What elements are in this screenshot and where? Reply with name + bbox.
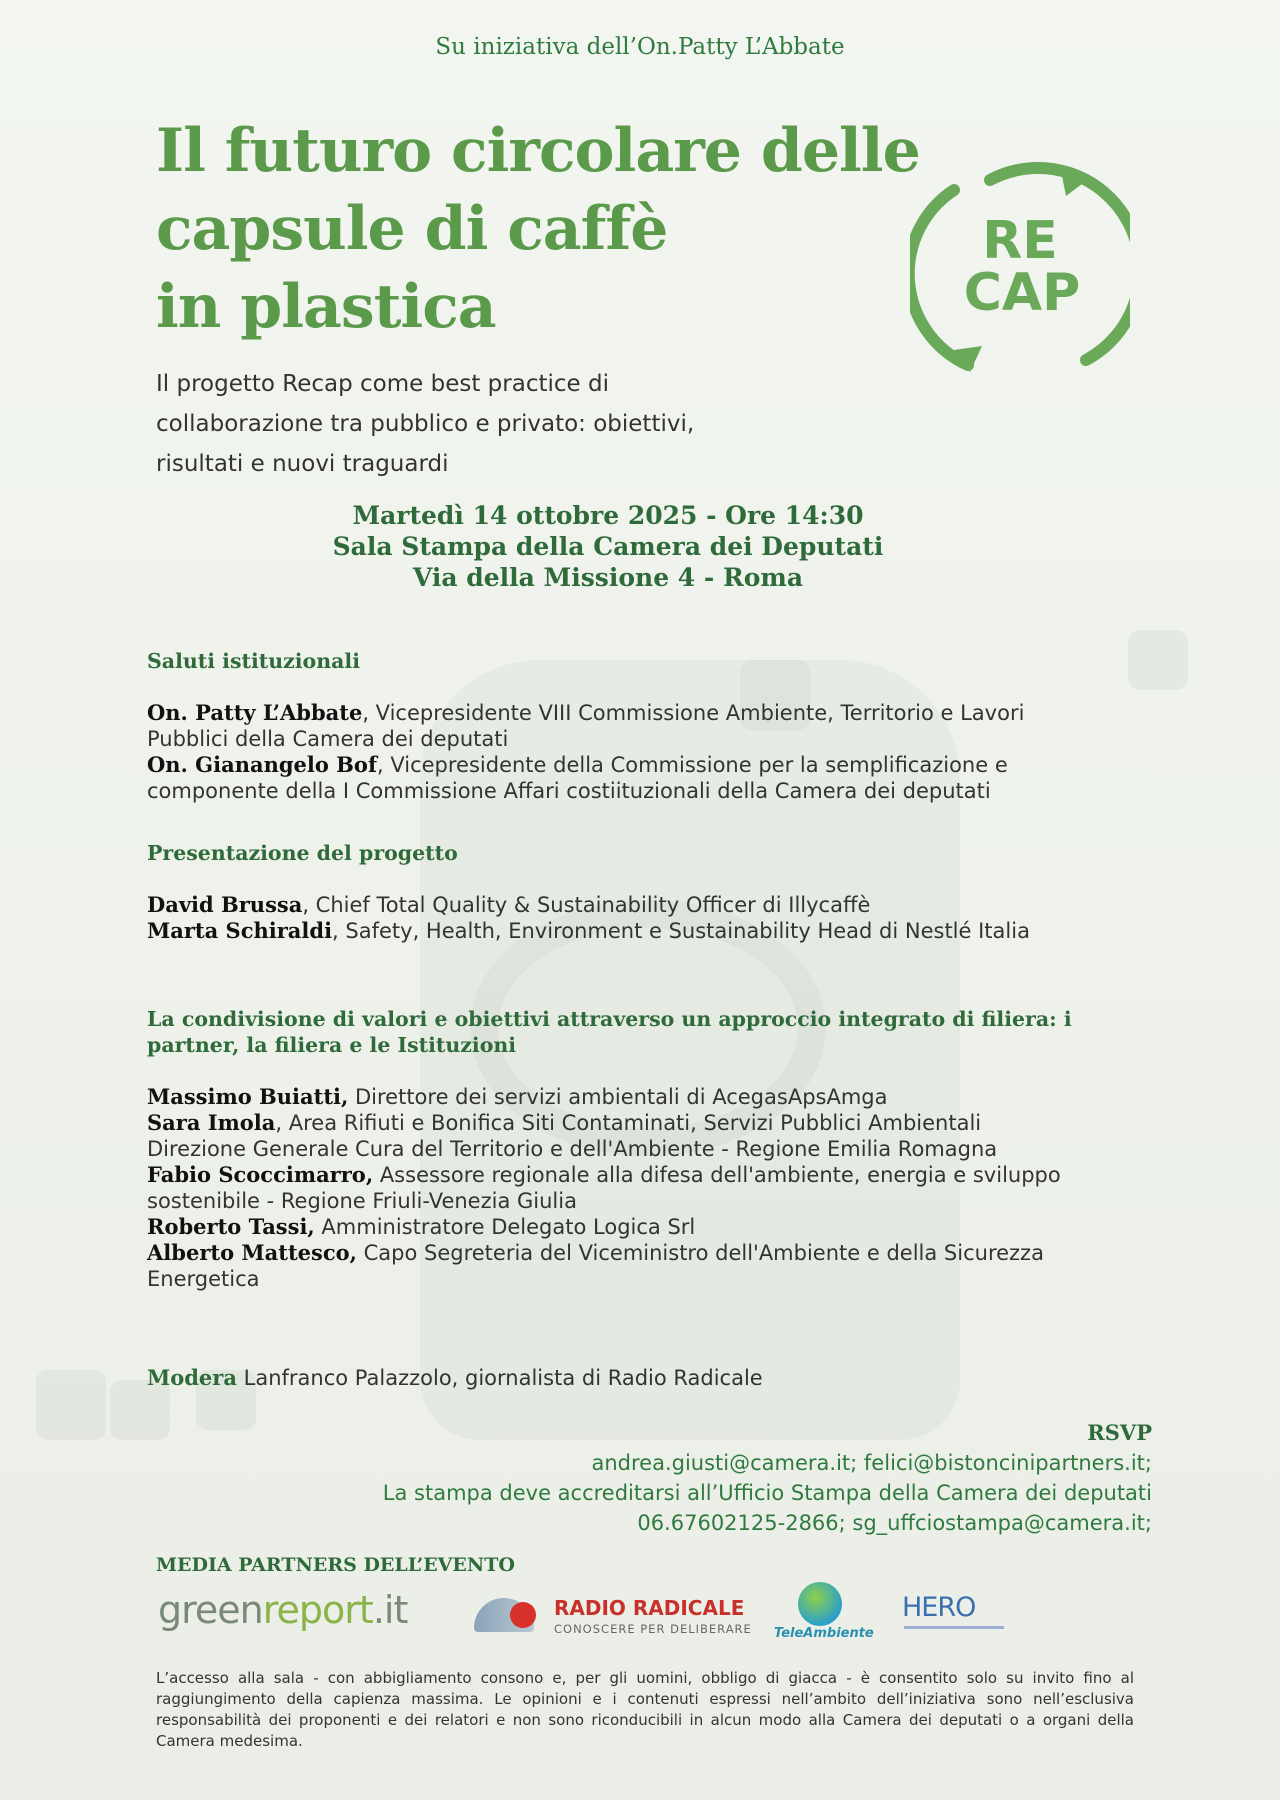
radio-radicale-logo <box>474 1592 752 1644</box>
greenreport-green: green <box>158 1588 263 1632</box>
speaker-entry <box>147 1162 1137 1188</box>
event-venue: Sala Stampa della Camera dei Deputati <box>332 532 884 561</box>
greenreport-tld: .it <box>372 1588 408 1632</box>
speaker-entry <box>147 892 1137 918</box>
speaker-entry <box>147 752 1137 778</box>
recycle-arrows-icon <box>910 150 1130 390</box>
background-capsule <box>1128 630 1188 690</box>
access-disclaimer: L’accesso alla sala - con abbigliamento consono e, per gli uomini, obbligo di giacca - è consentito solo su invito fino al raggiungimento della capienza massima. Le opinioni e i contenuti espressi nell’ambito dell’iniziativa sono nell’esclusiva responsabilità dei proponenti e dei relatori e non sono riconducibili in alcun modo alla Camera dei deputati o a organi della Camera medesima. <box>156 1669 1134 1750</box>
event-subtitle <box>156 364 776 484</box>
subtitle-line: collaborazione tra pubblico e privato: obiettivi, <box>156 411 695 437</box>
initiative-line: Su iniziativa dell’On.Patty L’Abbate <box>435 34 845 60</box>
hero-name: HERO <box>902 1592 976 1623</box>
rose-icon <box>510 1602 536 1628</box>
logo-text-cap: CAP <box>963 263 1081 323</box>
section-title-line: La condivisione di valori e obiettivi attraverso un approccio integrato di filiera: i <box>147 1007 1072 1031</box>
radio-radicale-tagline: CONOSCERE PER DELIBERARE <box>554 1622 752 1636</box>
section-title: Presentazione del progetto <box>147 841 458 865</box>
event-date-time: Martedì 14 ottobre 2025 - Ore 14:30 <box>352 501 864 530</box>
hero-logo <box>902 1592 1012 1636</box>
speaker-role: , Vicepresidente della Commissione per la semplificazione e <box>376 753 1008 777</box>
rsvp-press-note: La stampa deve accreditarsi all’Ufficio Stampa della Camera dei deputati <box>382 1481 1152 1505</box>
moderator-text: Lanfranco Palazzolo, giornalista di Radio Radicale <box>236 1366 763 1390</box>
title-line: capsule di caffè <box>156 194 668 264</box>
media-partners-title: MEDIA PARTNERS DELL’EVENTO <box>156 1554 515 1576</box>
globe-icon <box>798 1582 842 1626</box>
speaker-role-cont: sostenibile - Regione Friuli-Venezia Giulia <box>147 1189 577 1213</box>
subtitle-line: risultati e nuovi traguardi <box>156 451 449 477</box>
media-partners-logos <box>156 1582 1056 1662</box>
event-address: Via della Missione 4 - Roma <box>412 563 804 592</box>
event-title <box>156 112 976 346</box>
section-saluti <box>147 648 1137 804</box>
moderator-entry <box>147 1365 1137 1391</box>
speaker-name: Massimo Buiatti, <box>147 1084 349 1109</box>
speaker-name: Fabio Scoccimarro, <box>147 1162 374 1187</box>
speaker-role: Direttore dei servizi ambientali di AcegasApsAmga <box>348 1085 888 1109</box>
section-title: Saluti istituzionali <box>147 649 360 673</box>
speaker-list <box>147 892 1137 944</box>
speaker-role-cont: Pubblici della Camera dei deputati <box>147 727 509 751</box>
hero-underline <box>904 1626 1004 1629</box>
rsvp-label: RSVP <box>1087 1420 1152 1445</box>
event-details <box>0 500 1216 593</box>
speaker-role: , Chief Total Quality & Sustainability Officer di Illycaffè <box>302 893 871 917</box>
speaker-role-cont: Direzione Generale Cura del Territorio e dell'Ambiente - Regione Emilia Romagna <box>147 1137 998 1161</box>
title-line: in plastica <box>156 272 496 342</box>
background-capsule <box>36 1370 106 1440</box>
speaker-name: On. Gianangelo Bof <box>147 752 377 777</box>
speaker-role-cont: Energetica <box>147 1267 260 1291</box>
section-condivisione <box>147 1006 1137 1292</box>
section-modera <box>147 1365 1137 1391</box>
speaker-entry <box>147 700 1137 726</box>
title-line: Il futuro circolare delle <box>156 116 920 186</box>
radio-radicale-name: RADIO RADICALE <box>554 1596 745 1620</box>
subtitle-line: Il progetto Recap come best practice di <box>156 371 609 397</box>
teleambiente-logo <box>774 1582 874 1652</box>
speaker-role: , Safety, Health, Environment e Sustainability Head di Nestlé Italia <box>332 919 1030 943</box>
speaker-name: On. Patty L’Abbate <box>147 700 363 725</box>
recap-logo <box>910 150 1130 390</box>
speaker-name: Alberto Mattesco, <box>147 1240 357 1265</box>
speaker-list <box>147 700 1137 804</box>
teleambiente-name: TeleAmbiente <box>774 1626 874 1641</box>
speaker-entry <box>147 918 1137 944</box>
speaker-name: Marta Schiraldi <box>147 918 333 943</box>
speaker-name: David Brussa <box>147 892 303 917</box>
speaker-entry <box>147 1214 1137 1240</box>
speaker-name: Roberto Tassi, <box>147 1214 315 1239</box>
speaker-entry <box>147 1110 1137 1136</box>
speaker-role: , Area Rifiuti e Bonifica Siti Contaminati, Servizi Pubblici Ambientali <box>275 1111 982 1135</box>
greenreport-report: report <box>262 1588 373 1632</box>
speaker-role: , Vicepresidente VIII Commissione Ambiente, Territorio e Lavori <box>362 701 1025 725</box>
rsvp-press-contacts[interactable]: 06.67602125-2866; sg_uffciostampa@camera.it; <box>637 1511 1152 1535</box>
section-title-line: partner, la filiera e le Istituzioni <box>147 1033 517 1057</box>
greenreport-logo <box>158 1588 407 1632</box>
section-presentazione <box>147 840 1137 944</box>
speaker-list <box>147 1084 1137 1292</box>
moderator-label: Modera <box>147 1365 237 1390</box>
speaker-role: Assessore regionale alla difesa dell'ambiente, energia e sviluppo <box>373 1163 1061 1187</box>
rsvp-emails[interactable]: andrea.giusti@camera.it; felici@bistoncinipartners.it; <box>591 1451 1152 1475</box>
speaker-role-cont: componente della I Commissione Affari costiituzionali della Camera dei deputati <box>147 779 991 803</box>
speaker-name: Sara Imola <box>147 1110 276 1135</box>
rsvp-block <box>383 1418 1152 1538</box>
section-title <box>147 1006 1137 1058</box>
speaker-role: Amministratore Delegato Logica Srl <box>314 1215 696 1239</box>
speaker-entry <box>147 1084 1137 1110</box>
speaker-entry <box>147 1240 1137 1266</box>
speaker-role: Capo Segreteria del Viceministro dell'Ambiente e della Sicurezza <box>356 1241 1044 1265</box>
logo-text-re: RE <box>982 211 1058 271</box>
